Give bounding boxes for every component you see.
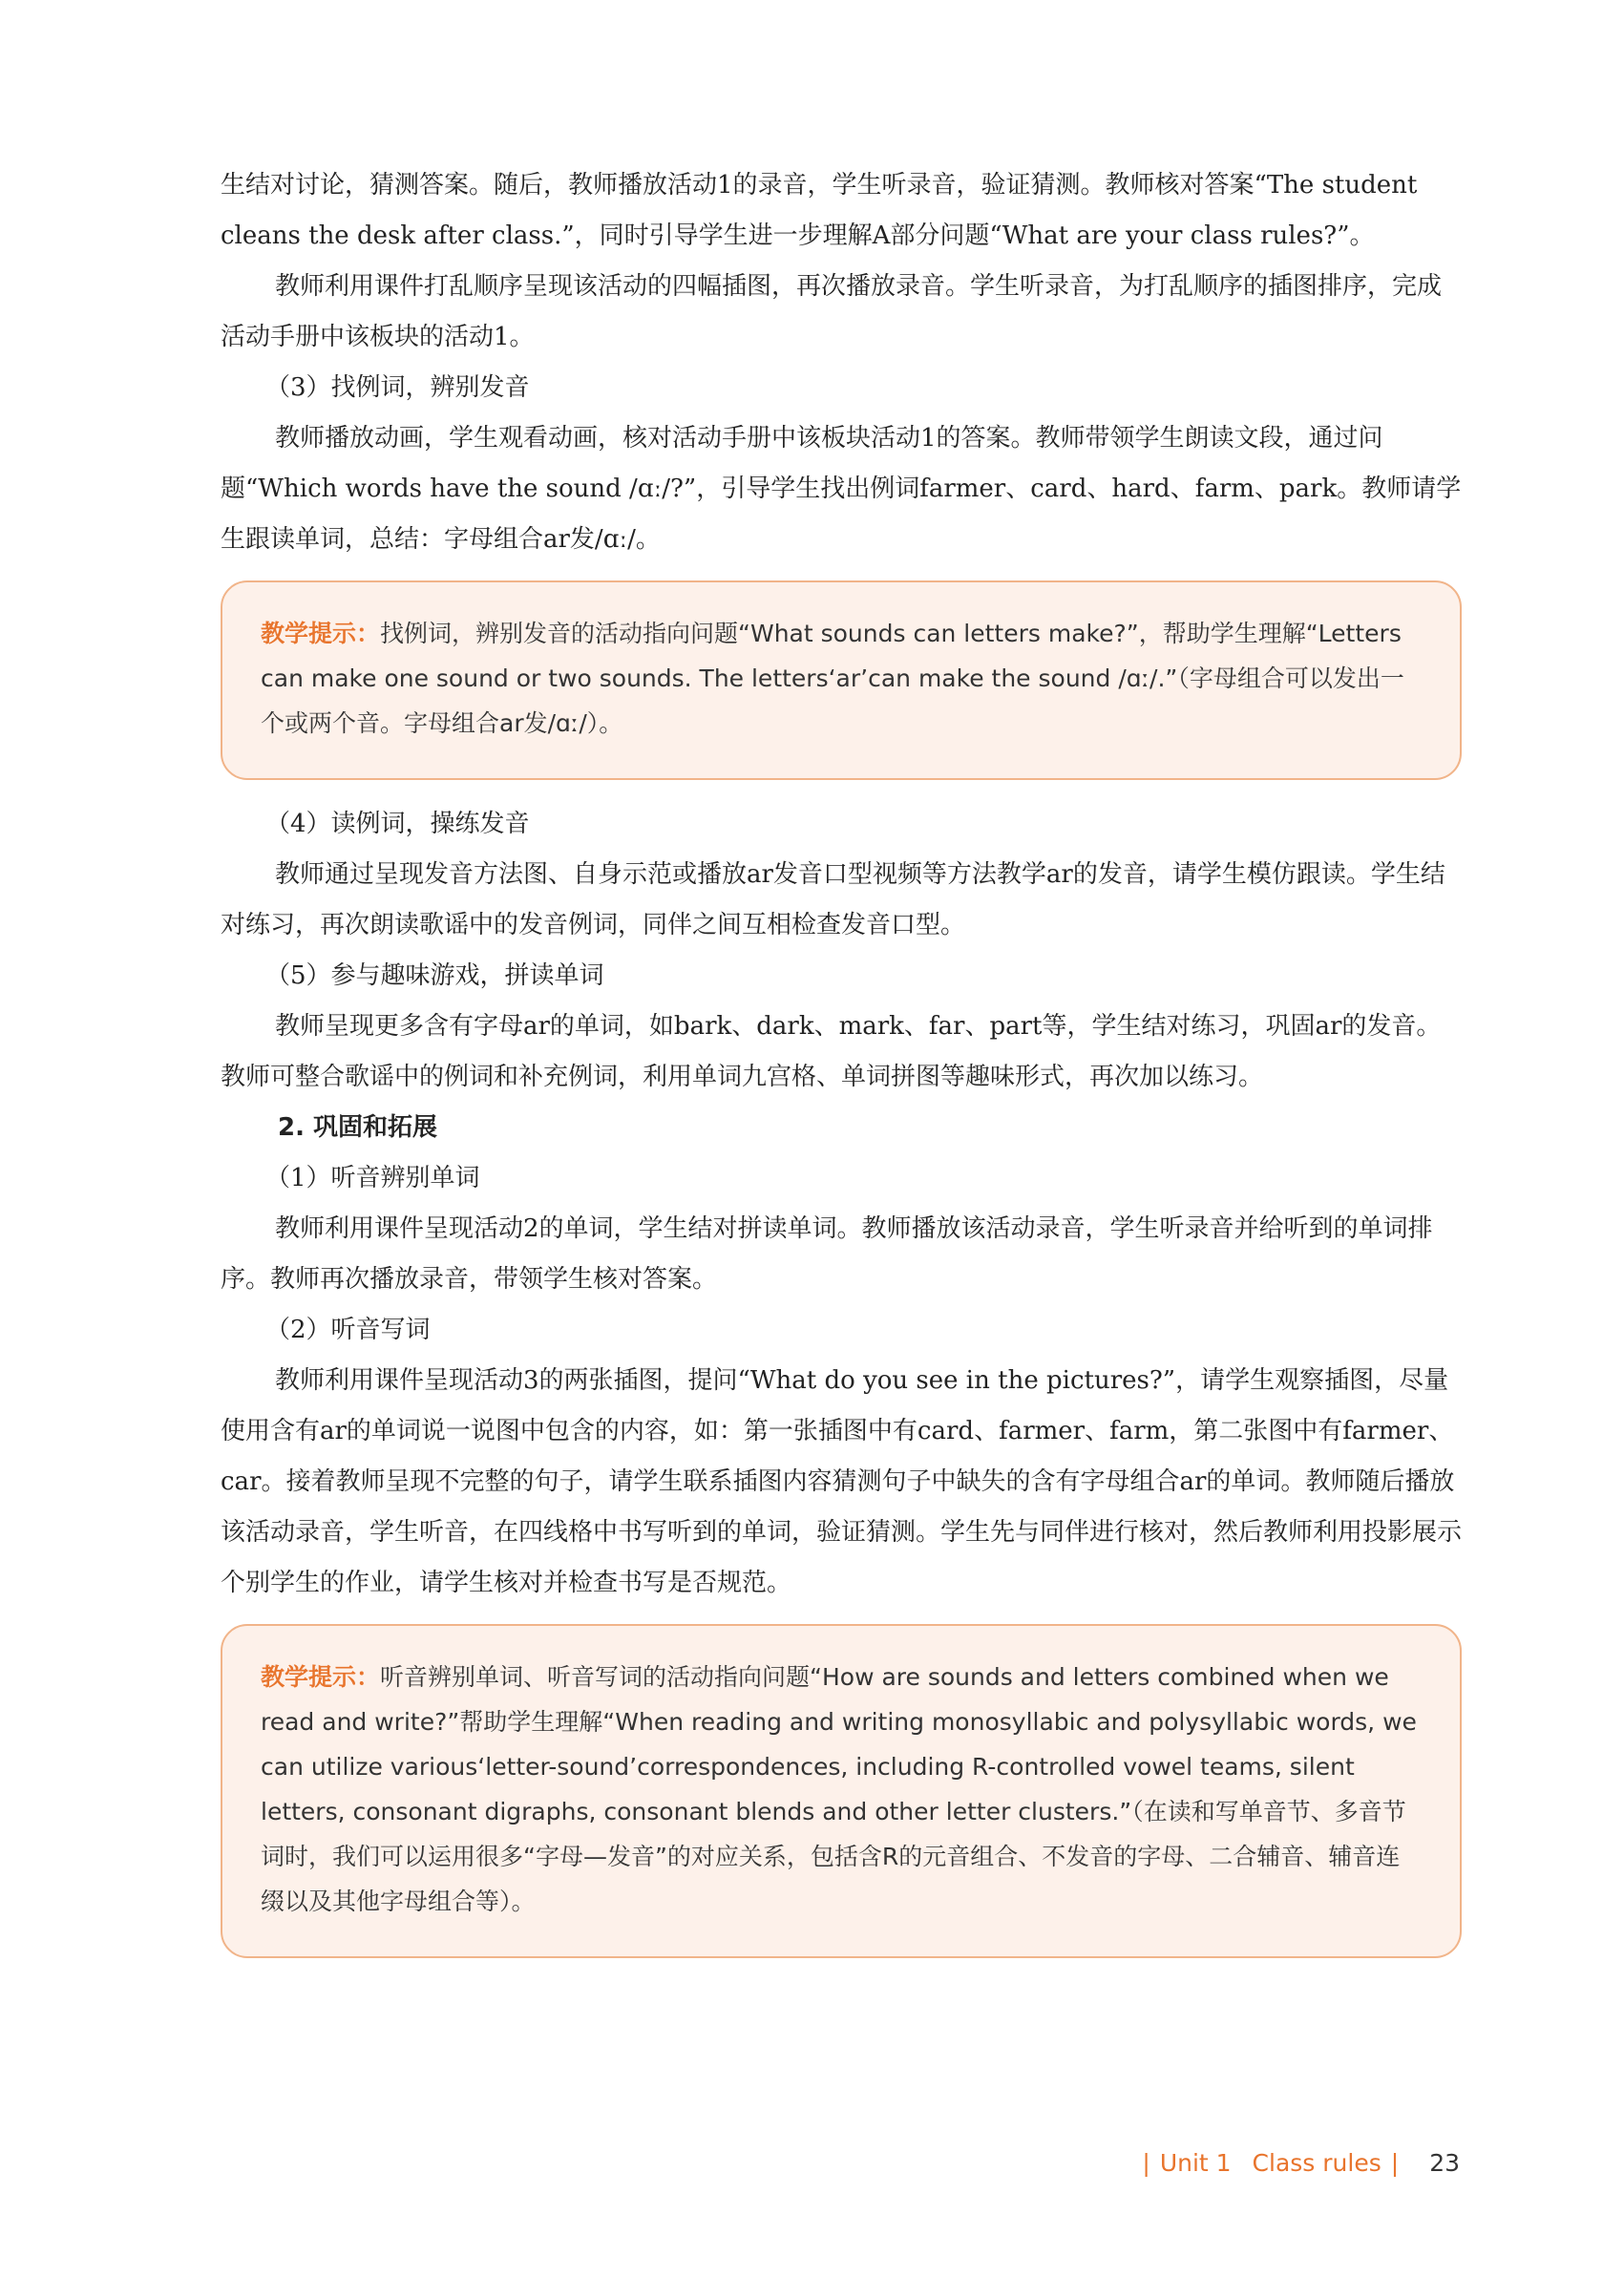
teaching-tip-label: 教学提示： [261, 1663, 381, 1691]
paragraph: 教师利用课件打乱顺序呈现该活动的四幅插图，再次播放录音。学生听录音，为打乱顺序的插图排序，完成活动手册中该板块的活动1。 [221, 272, 1443, 351]
teaching-tip-label: 教学提示： [261, 620, 381, 647]
footer-divider: | [1390, 2149, 1400, 2177]
paragraph: 教师播放动画，学生观看动画，核对活动手册中该板块活动1的答案。教师带领学生朗读文段，通过问题“Which words have the sound /ɑː/?”，引导学生找出例词farmer、card、hard、farm、park。教师请学生跟读单词，总结：字母组合ar发/ɑː/。 [221, 424, 1462, 554]
step-heading: （5）参与趣味游戏，拼读单词 [265, 961, 604, 990]
teaching-tip-text [261, 611, 1422, 746]
teaching-tip-box [221, 1624, 1462, 1958]
page-number: 23 [1429, 2149, 1460, 2177]
step-heading: （3）找例词，辨别发音 [265, 373, 530, 402]
teaching-tip-body: 听音辨别单词、听音写词的活动指向问题“How are sounds and letters combined when we read and write?”帮助学生理解“When reading and writing monosyllabic and polysyllabic words, we can utilize various‘letter-sound’correspondences, including R-controlled vowel teams, silent letters, consonant digraphs, consonant blends and other letter clusters.”（在读和写单音节、多音节词时，我们可以运用很多“字母—发音”的对应关系，包括含R的元音组合、不发音的字母、二合辅音、辅音连缀以及其他字母组合等）。 [261, 1663, 1417, 1915]
paragraph: 生结对讨论，猜测答案。随后，教师播放活动1的录音，学生听录音，验证猜测。教师核对答案“The student cleans the desk after class.”，同时引导学生进一步理解A部分问题“What are your class rules?”。 [221, 171, 1418, 250]
section-heading: 2. 巩固和拓展 [278, 1113, 438, 1142]
step-heading: （1）听音辨别单词 [265, 1164, 480, 1192]
footer-unit: Unit 1 [1159, 2149, 1232, 2177]
step-heading: （2）听音写词 [265, 1316, 431, 1344]
paragraph: 教师呈现更多含有字母ar的单词，如bark、dark、mark、far、part等，学生结对练习，巩固ar的发音。教师可整合歌谣中的例词和补充例词，利用单词九宫格、单词拼图等趣味形式，再次加以练习。 [221, 1012, 1442, 1091]
footer-unit-title: Class rules [1252, 2149, 1381, 2177]
footer-divider: | [1142, 2149, 1150, 2177]
teaching-tip-box [221, 580, 1462, 780]
paragraph: 教师利用课件呈现活动3的两张插图，提问“What do you see in the pictures?”，请学生观察插图，尽量使用含有ar的单词说一说图中包含的内容，如：第一张插图中有card、farmer、farm，第二张图中有farmer、car。接着教师呈现不完整的句子，请学生联系插图内容猜测句子中缺失的含有字母组合ar的单词。教师随后播放该活动录音，学生听音，在四线格中书写听到的单词，验证猜测。学生先与同伴进行核对，然后教师利用投影展示个别学生的作业，请学生核对并检查书写是否规范。 [221, 1366, 1463, 1597]
page-footer [1132, 2149, 1460, 2177]
page-body [221, 160, 1462, 1977]
paragraph: 教师利用课件呈现活动2的单词，学生结对拼读单词。教师播放该活动录音，学生听录音并给听到的单词排序。教师再次播放录音，带领学生核对答案。 [221, 1214, 1433, 1294]
teaching-tip-body: 找例词，辨别发音的活动指向问题“What sounds can letters make?”，帮助学生理解“Letters can make one sound or two sounds. The letters‘ar’can make the sound /ɑː/.”（字母组合可以发出一个或两个音。字母组合ar发/ɑː/）。 [261, 620, 1404, 737]
paragraph: 教师通过呈现发音方法图、自身示范或播放ar发音口型视频等方法教学ar的发音，请学生模仿跟读。学生结对练习，再次朗读歌谣中的发音例词，同伴之间互相检查发音口型。 [221, 860, 1445, 939]
teaching-tip-text [261, 1655, 1422, 1924]
step-heading: （4）读例词，操练发音 [265, 810, 530, 838]
